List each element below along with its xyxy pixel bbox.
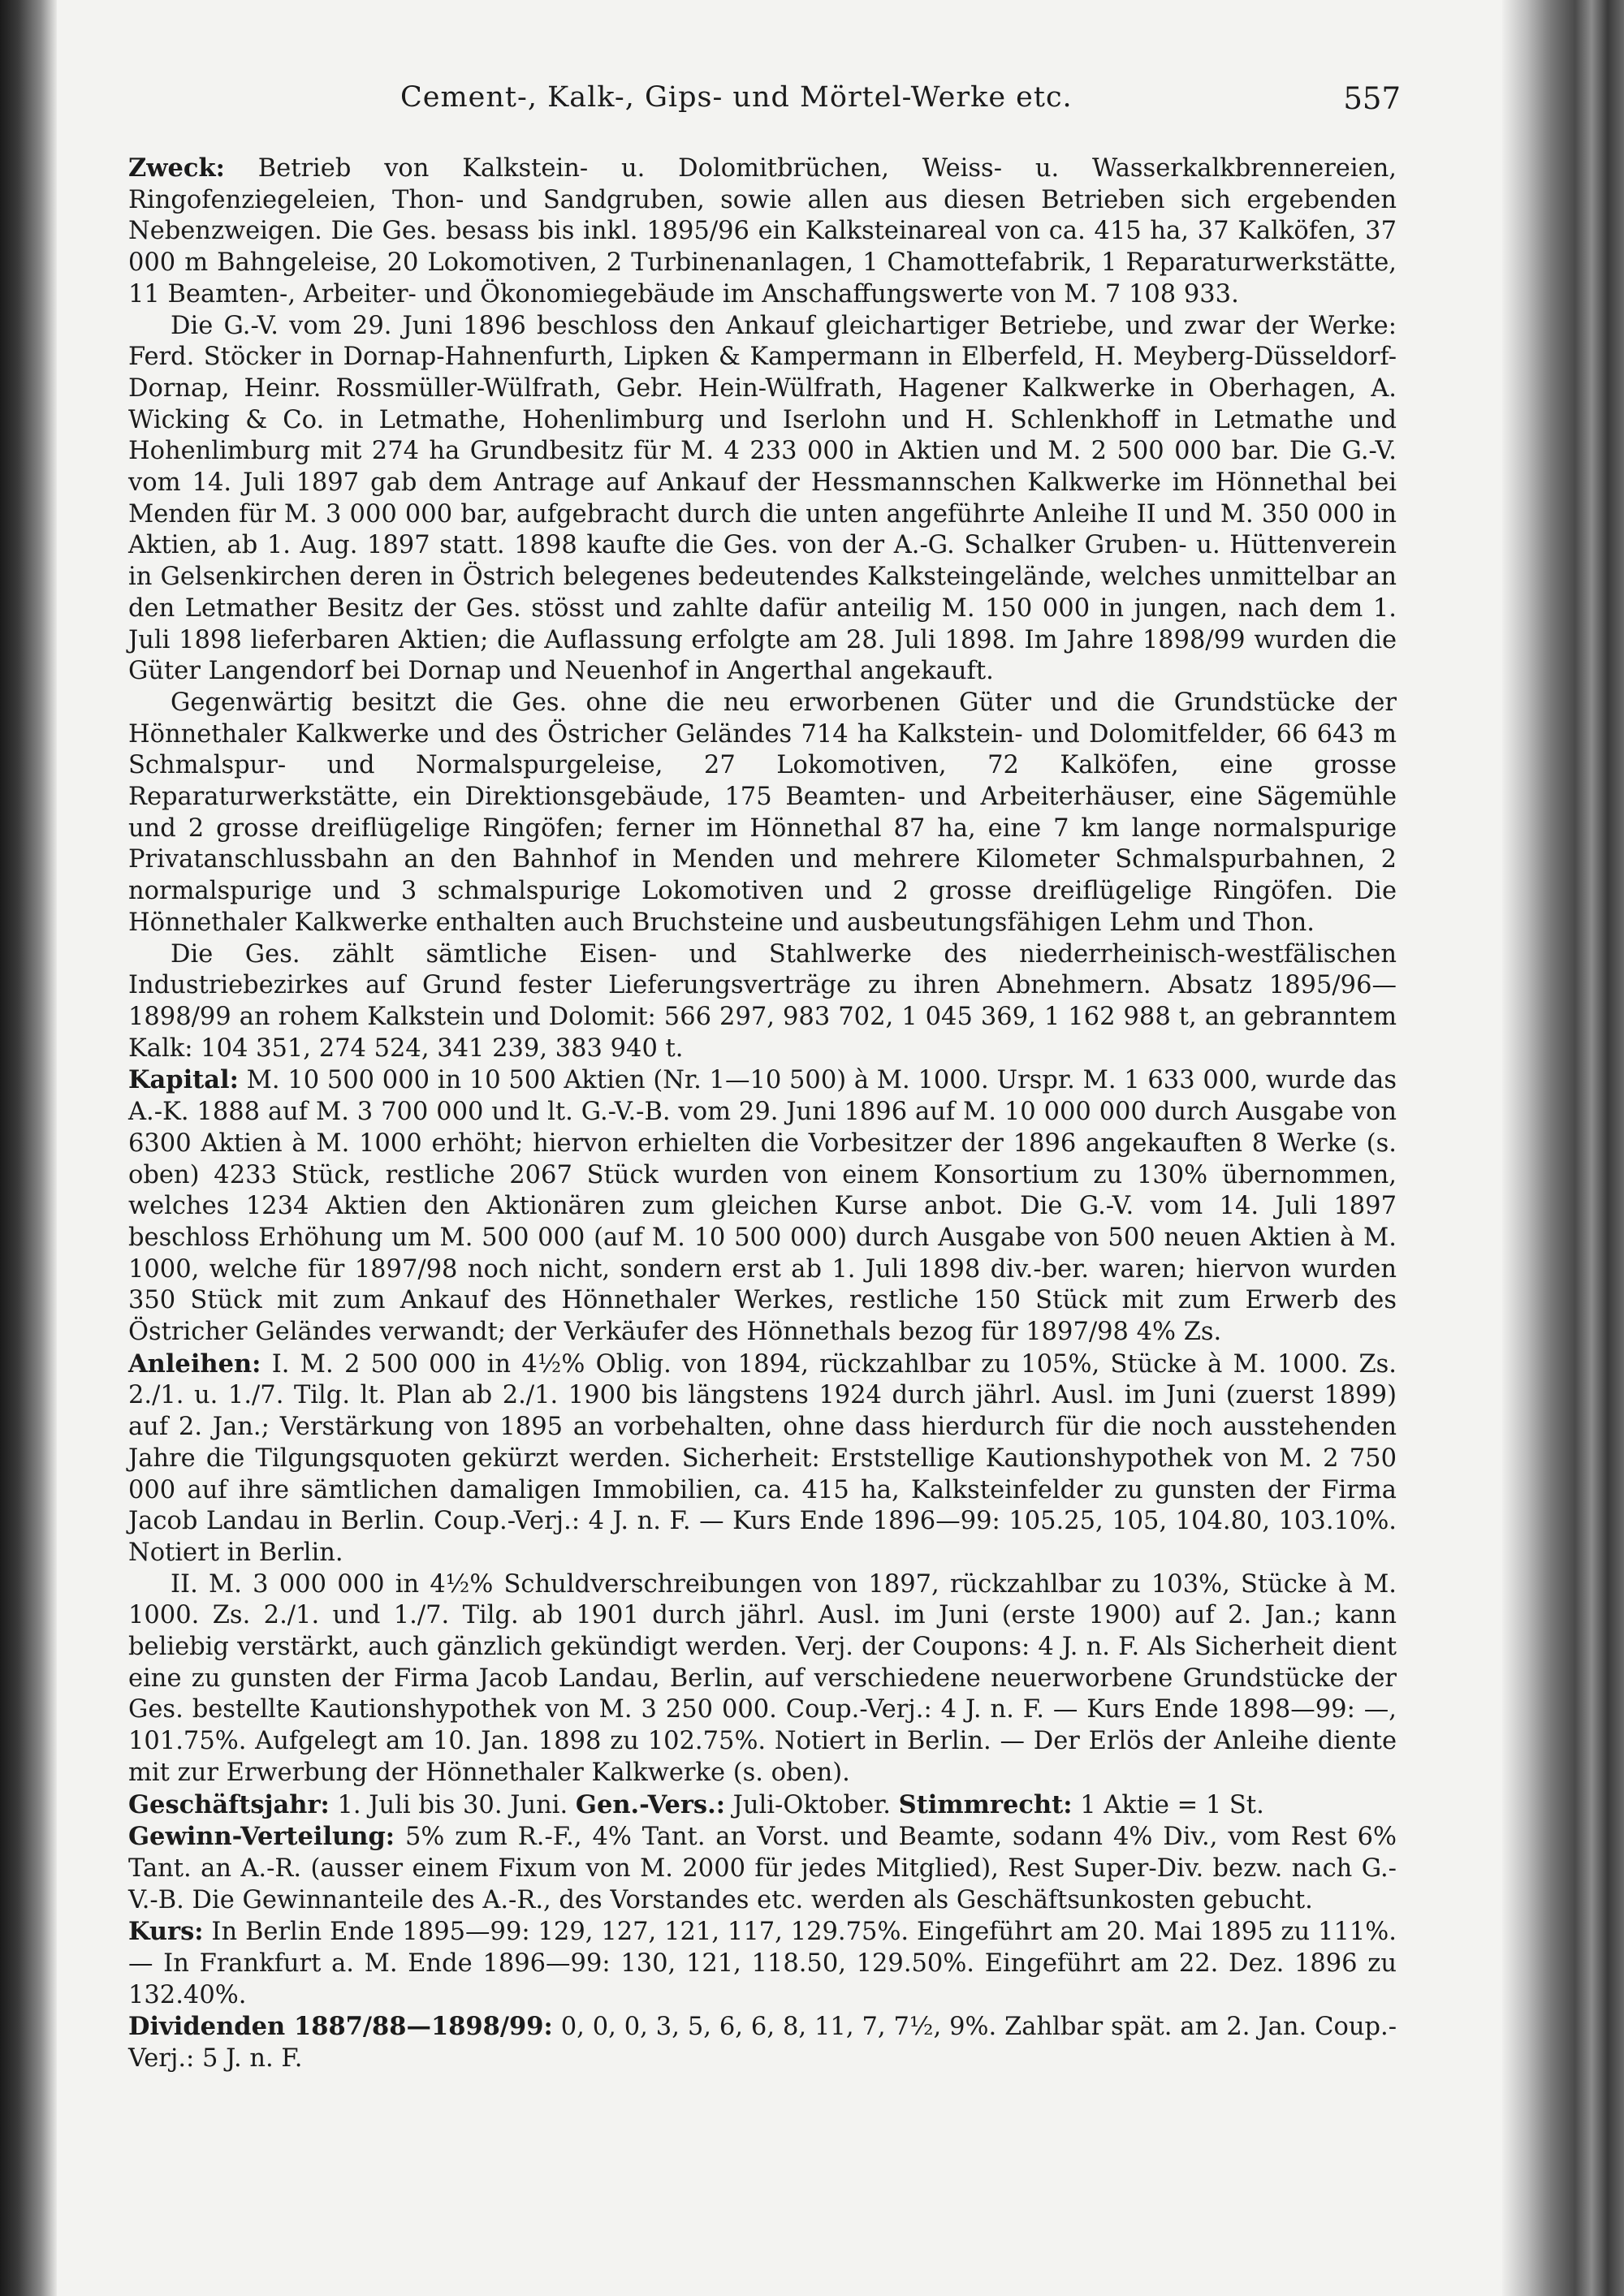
anleihen-paragraph (128, 1349, 1397, 1569)
zweck-label: Zweck: (128, 153, 225, 183)
kurs-paragraph (128, 1916, 1397, 2011)
left-binding-shadow (0, 0, 57, 2296)
kapital-paragraph (128, 1064, 1397, 1348)
geschaeftsjahr-text: 1. Juli bis 30. Juni. (337, 1790, 568, 1819)
geschaeftsjahr-paragraph (128, 1789, 1397, 1822)
kapital-text: M. 10 500 000 in 10 500 Aktien (Nr. 1—10 500) à M. 1000. Urspr. M. 1 633 000, wurde das A.-K. 1888 auf M. 3 700 000 und lt. G.-V.-B. vom 29. Juni 1896 auf M. 10 000 000 durch Ausgabe von 6300 Aktien à M. 1000 erhöht; hiervon erhielten die Vorbesitzer der 1896 angekauften 8 Werke (s. oben) 4233 Stück, restliche 2067 Stück wurden von einem Konsortium zu 130% übernommen, welches 1234 Aktien den Aktionären zum gleichen Kurse anbot. Die G.-V. vom 14. Juli 1897 beschloss Erhöhung um M. 500 000 (auf M. 10 500 000) durch Ausgabe von 500 neuen Aktien à M. 1000, welche für 1897/98 noch nicht, sondern erst ab 1. Juli 1898 div.-ber. waren; hiervon wurden 350 Stück mit zum Ankauf des Hönnethaler Werkes, restliche 150 Stück mit zum Erwerb des Östricher Geländes verwandt; der Verkäufer des Hönnethals bezog für 1897/98 4% Zs. (128, 1066, 1397, 1347)
zweck-paragraph-4: Die Ges. zählt sämtliche Eisen- und Stahlwerke des niederrheinisch-westfälischen Industriebezirkes auf Grund fester Lieferungsverträge zu ihren Abnehmern. Absatz 1895/96—1898/99 an rohem Kalkstein und Dolomit: 566 297, 983 702, 1 045 369, 1 162 988 t, an gebranntem Kalk: 104 351, 274 524, 341 239, 383 940 t. (128, 939, 1397, 1063)
right-page-edge (1502, 0, 1624, 2296)
page-number: 557 (1343, 81, 1401, 116)
geschaeftsjahr-label: Geschäftsjahr: (128, 1789, 330, 1819)
kurs-label: Kurs: (128, 1917, 204, 1947)
zweck-text: Betrieb von Kalkstein- u. Dolomitbrüchen, Weiss- u. Wasserkalkbrennereien, Ringofenziegeleien, Thon- und Sandgruben, sowie allen aus diesen Betrieben sich ergebenden Nebenzweigen. Die Ges. besass bis inkl. 1895/96 ein Kalksteinareal von ca. 415 ha, 37 Kalköfen, 37 000 m Bahngeleise, 20 Lokomotiven, 2 Turbinenanlagen, 1 Chamottefabrik, 1 Reparaturwerkstätte, 11 Beamten-, Arbeiter- und Ökonomiegebäude im Anschaffungswerte von M. 7 108 933. (128, 154, 1397, 309)
page-header (128, 81, 1401, 130)
gewinn-text: 5% zum R.-F., 4% Tant. an Vorst. und Beamte, sodann 4% Div., vom Rest 6% Tant. an A.-R. (ausser einem Fixum von M. 2000 für jedes Mitglied), Rest Super-Div. bezw. nach G.-V.-B. Die Gewinnanteile des A.-R., des Vorstandes etc. werden als Geschäftsunkosten gebucht. (128, 1823, 1397, 1914)
genvers-text: Juli-Oktober. (732, 1790, 891, 1819)
zweck-paragraph-3: Gegenwärtig besitzt die Ges. ohne die neu erworbenen Güter und die Grundstücke der Hönnethaler Kalkwerke und des Östricher Geländes 714 ha Kalkstein- und Dolomitfelder, 66 643 m Schmalspur- und Normalspurgeleise, 27 Lokomotiven, 72 Kalköfen, eine grosse Reparaturwerkstätte, ein Direktionsgebäude, 175 Beamten- und Arbeiterhäuser, eine Sägemühle und 2 grosse dreiflügelige Ringöfen; ferner im Hönnethal 87 ha, eine 7 km lange normalspurige Privatanschlussbahn an den Bahnhof in Menden und mehrere Kilometer Schmalspurbahnen, 2 normalspurige und 3 schmalspurige Lokomotiven und 2 grosse dreiflügelige Ringöfen. Die Hönnethaler Kalkwerke enthalten auch Bruchsteine und ausbeutungsfähigen Lehm und Thon. (128, 688, 1397, 937)
gewinn-paragraph (128, 1821, 1397, 1916)
book-page (128, 81, 1401, 2075)
dividenden-paragraph (128, 2011, 1397, 2074)
gewinn-label: Gewinn-Verteilung: (128, 1822, 395, 1852)
zweck-paragraph (128, 153, 1397, 311)
body-text (128, 153, 1397, 2075)
stimmrecht-text: 1 Aktie = 1 St. (1080, 1790, 1264, 1819)
kurs-text: In Berlin Ende 1895—99: 129, 127, 121, 117, 129.75%. Eingeführt am 20. Mai 1895 zu 111%. — In Frankfurt a. M. Ende 1896—99: 130, 121, 118.50, 129.50%. Eingeführt am 22. Dez. 1896 zu 132.40%. (128, 1918, 1397, 2009)
genvers-label: Gen.-Vers.: (575, 1789, 725, 1819)
stimmrecht-label: Stimmrecht: (898, 1789, 1073, 1819)
zweck-paragraph-2: Die G.-V. vom 29. Juni 1896 beschloss den Ankauf gleichartiger Betriebe, und zwar der Werke: Ferd. Stöcker in Dornap-Hahnenfurth, Lipken & Kampermann in Elberfeld, H. Meyberg-Düsseldorf-Dornap, Heinr. Rossmüller-Wülfrath, Gebr. Hein-Wülfrath, Hagener Kalkwerke in Oberhagen, A. Wicking & Co. in Letmathe, Hohenlimburg und Iserlohn und H. Schlenkhoff in Letmathe und Hohenlimburg mit 274 ha Grundbesitz für M. 4 233 000 in Aktien und M. 2 500 000 bar. Die G.-V. vom 14. Juli 1897 gab dem Antrage auf Ankauf der Hessmannschen Kalkwerke im Hönnethal bei Menden für M. 3 000 000 bar, aufgebracht durch die unten angeführte Anleihe II und M. 350 000 in Aktien, ab 1. Aug. 1897 statt. 1898 kaufte die Ges. von der A.-G. Schalker Gruben- u. Hüttenverein in Gelsenkirchen deren in Östrich belegenes bedeutendes Kalksteingelände, welches unmittelbar an den Letmather Besitz der Ges. stösst und zahlte dafür anteilig M. 150 000 in jungen, nach dem 1. Juli 1898 lieferbaren Aktien; die Auflassung erfolgte am 28. Juli 1898. Im Jahre 1898/99 wurden die Güter Langendorf bei Dornap und Neuenhof in Angerthal angekauft. (128, 311, 1397, 686)
kapital-label: Kapital: (128, 1065, 239, 1095)
anleihen-paragraph-2: II. M. 3 000 000 in 4½% Schuldverschreibungen von 1897, rückzahlbar zu 103%, Stücke à M. 1000. Zs. 2./1. und 1./7. Tilg. ab 1901 durch jährl. Ausl. im Juni (erste 1900) auf 2. Jan.; kann beliebig verstärkt, auch gänzlich gekündigt werden. Verj. der Coupons: 4 J. n. F. Als Sicherheit dient eine zu gunsten der Firma Jacob Landau, Berlin, auf verschiedene neuerworbene Grundstücke der Ges. bestellte Kautionshypothek von M. 3 250 000. Coup.-Verj.: 4 J. n. F. — Kurs Ende 1898—99: —, 101.75%. Aufgelegt am 10. Jan. 1898 zu 102.75%. Notiert in Berlin. — Der Erlös der Anleihe diente mit zur Erwerbung der Hönnethaler Kalkwerke (s. oben). (128, 1569, 1397, 1787)
running-title: Cement-, Kalk-, Gips- und Mörtel-Werke etc. (400, 81, 1073, 114)
anleihen-label: Anleihen: (128, 1349, 261, 1379)
dividenden-label: Dividenden 1887/88—1898/99: (128, 2012, 553, 2042)
anleihen-text: I. M. 2 500 000 in 4½% Oblig. von 1894, rückzahlbar zu 105%, Stücke à M. 1000. Zs. 2./1. u. 1./7. Tilg. lt. Plan ab 2./1. 1900 bis längstens 1924 durch jährl. Ausl. im Juni (zuerst 1899) auf 2. Jan.; Verstärkung von 1895 an vorbehalten, ohne dass hierdurch für die noch ausstehenden Jahre die Tilgungsquoten gekürzt werden. Sicherheit: Erststellige Kautionshypothek von M. 2 750 000 auf ihre sämtlichen damaligen Immobilien, ca. 415 ha, Kalksteinfelder zu gunsten der Firma Jacob Landau in Berlin. Coup.-Verj.: 4 J. n. F. — Kurs Ende 1896—99: 105.25, 105, 104.80, 103.10%. Notiert in Berlin. (128, 1349, 1397, 1567)
dividenden-text: 0, 0, 0, 3, 5, 6, 6, 8, 11, 7, 7½, 9%. Zahlbar spät. am 2. Jan. Coup.-Verj.: 5 J. n. F. (128, 2013, 1397, 2074)
